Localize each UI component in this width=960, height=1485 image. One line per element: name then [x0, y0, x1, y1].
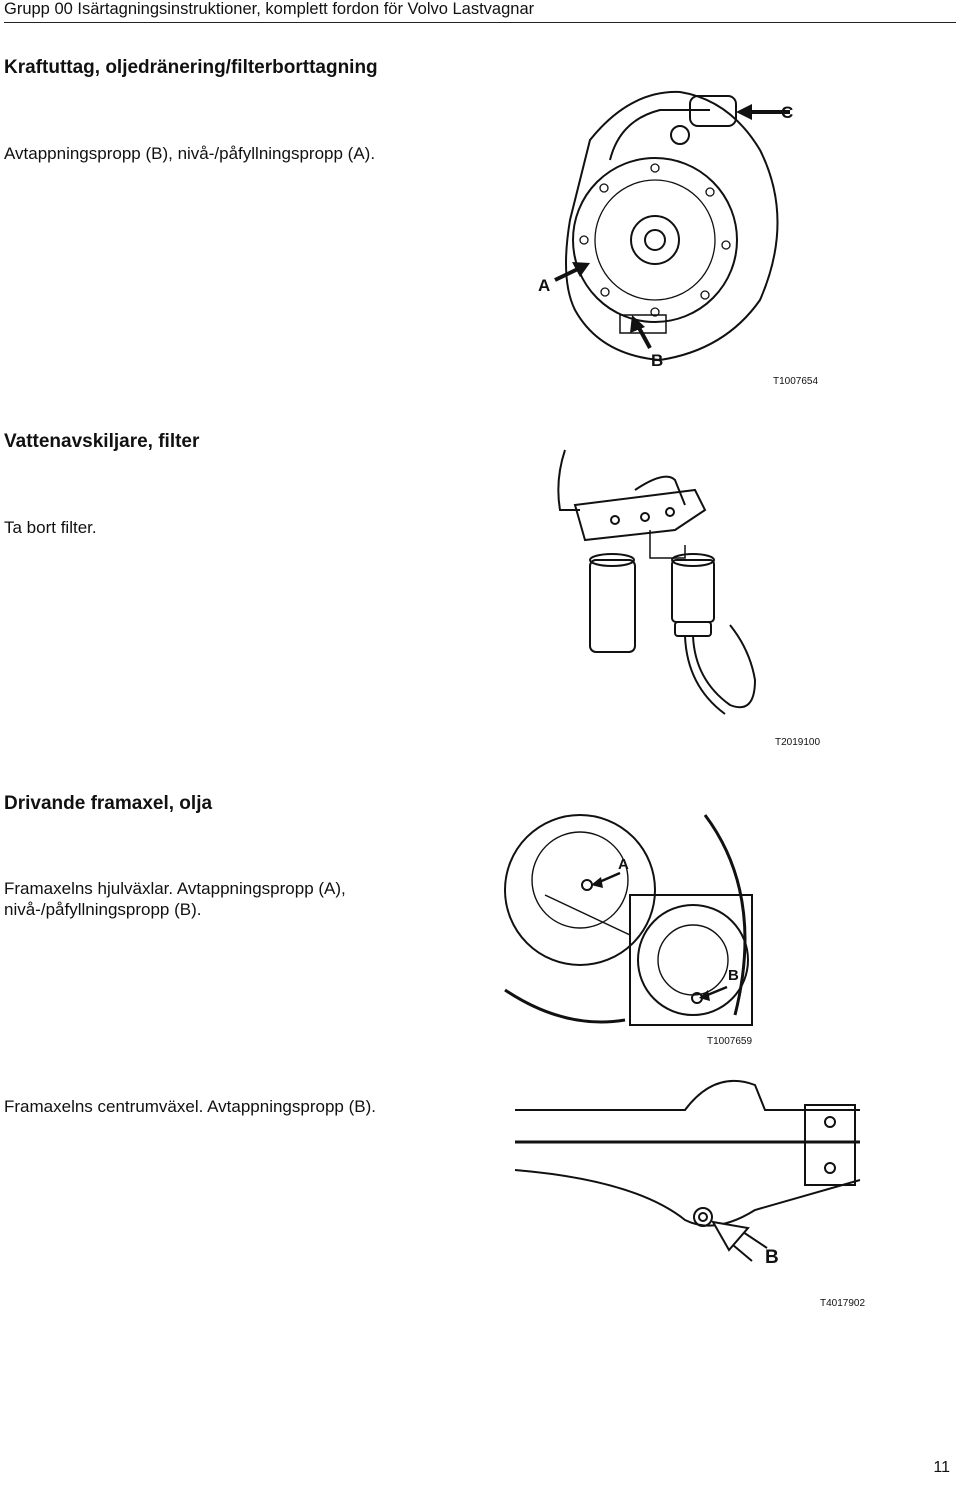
hub-outer [505, 815, 655, 965]
page-number: 11 [933, 1459, 950, 1476]
section-text-front-axle-line2: nivå-/påfyllningspropp (B). [4, 900, 202, 919]
pto-illustration [520, 80, 820, 370]
mounted-filter [590, 560, 635, 652]
fuel-line [635, 477, 685, 505]
pto-valve-cap [671, 126, 689, 144]
bracket [575, 490, 705, 540]
figure-code-2: T2019100 [775, 737, 821, 748]
wheel-hub-illustration [505, 815, 755, 1035]
detail-inset-frame [630, 895, 752, 1025]
center-drain-plug [694, 1208, 712, 1226]
hub-inner [532, 832, 628, 928]
arrowhead-c [736, 104, 752, 120]
callout-c: C [781, 103, 794, 122]
section-title-front-axle: Drivande framaxel, olja [4, 793, 213, 814]
section-title-pto: Kraftuttag, oljedränering/filterborttagning [4, 57, 378, 78]
section-text-pto: Avtappningspropp (B), nivå-/påfyllningspropp (A). [4, 144, 376, 163]
pto-bolt-circle [580, 164, 730, 316]
figure-code-4: T4017902 [820, 1298, 866, 1309]
callout-b: B [651, 351, 664, 370]
arrowhead-b [630, 315, 645, 333]
removed-filter [672, 560, 714, 622]
removal-arrow [650, 530, 685, 558]
section-text-center-gear: Framaxelns centrumväxel. Avtappningspropp (B). [4, 1097, 376, 1116]
section-title-water-separator: Vattenavskiljare, filter [4, 431, 200, 452]
callout-wheel-b: B [728, 967, 739, 984]
callout-center-b: B [765, 1247, 779, 1268]
callout-a: A [538, 276, 551, 295]
section-text-front-axle-line1: Framaxelns hjulväxlar. Avtappningspropp (A), [4, 879, 346, 898]
pto-flange-outer [573, 158, 737, 322]
page-header [4, 0, 956, 23]
pto-hub-center [645, 230, 665, 250]
axle-illustration [515, 1070, 860, 1270]
pto-hub [631, 216, 679, 264]
tank-outline [558, 450, 580, 510]
pto-pipe [610, 110, 710, 160]
figure-code-3: T1007659 [707, 1036, 753, 1047]
arrow-b [638, 326, 650, 348]
callout-wheel-a: A [618, 856, 629, 873]
header-title: Grupp 00 Isärtagningsinstruktioner, komplett fordon för Volvo Lastvagnar [4, 0, 535, 18]
pto-flange-mid [595, 180, 715, 300]
filter-bowl [675, 622, 711, 636]
drain-hose [693, 625, 755, 707]
section-text-water-separator: Ta bort filter. [4, 518, 97, 537]
hub-drain-plug-a [582, 880, 592, 890]
water-separator-illustration [555, 450, 770, 735]
figure-code-1: T1007654 [773, 376, 819, 387]
